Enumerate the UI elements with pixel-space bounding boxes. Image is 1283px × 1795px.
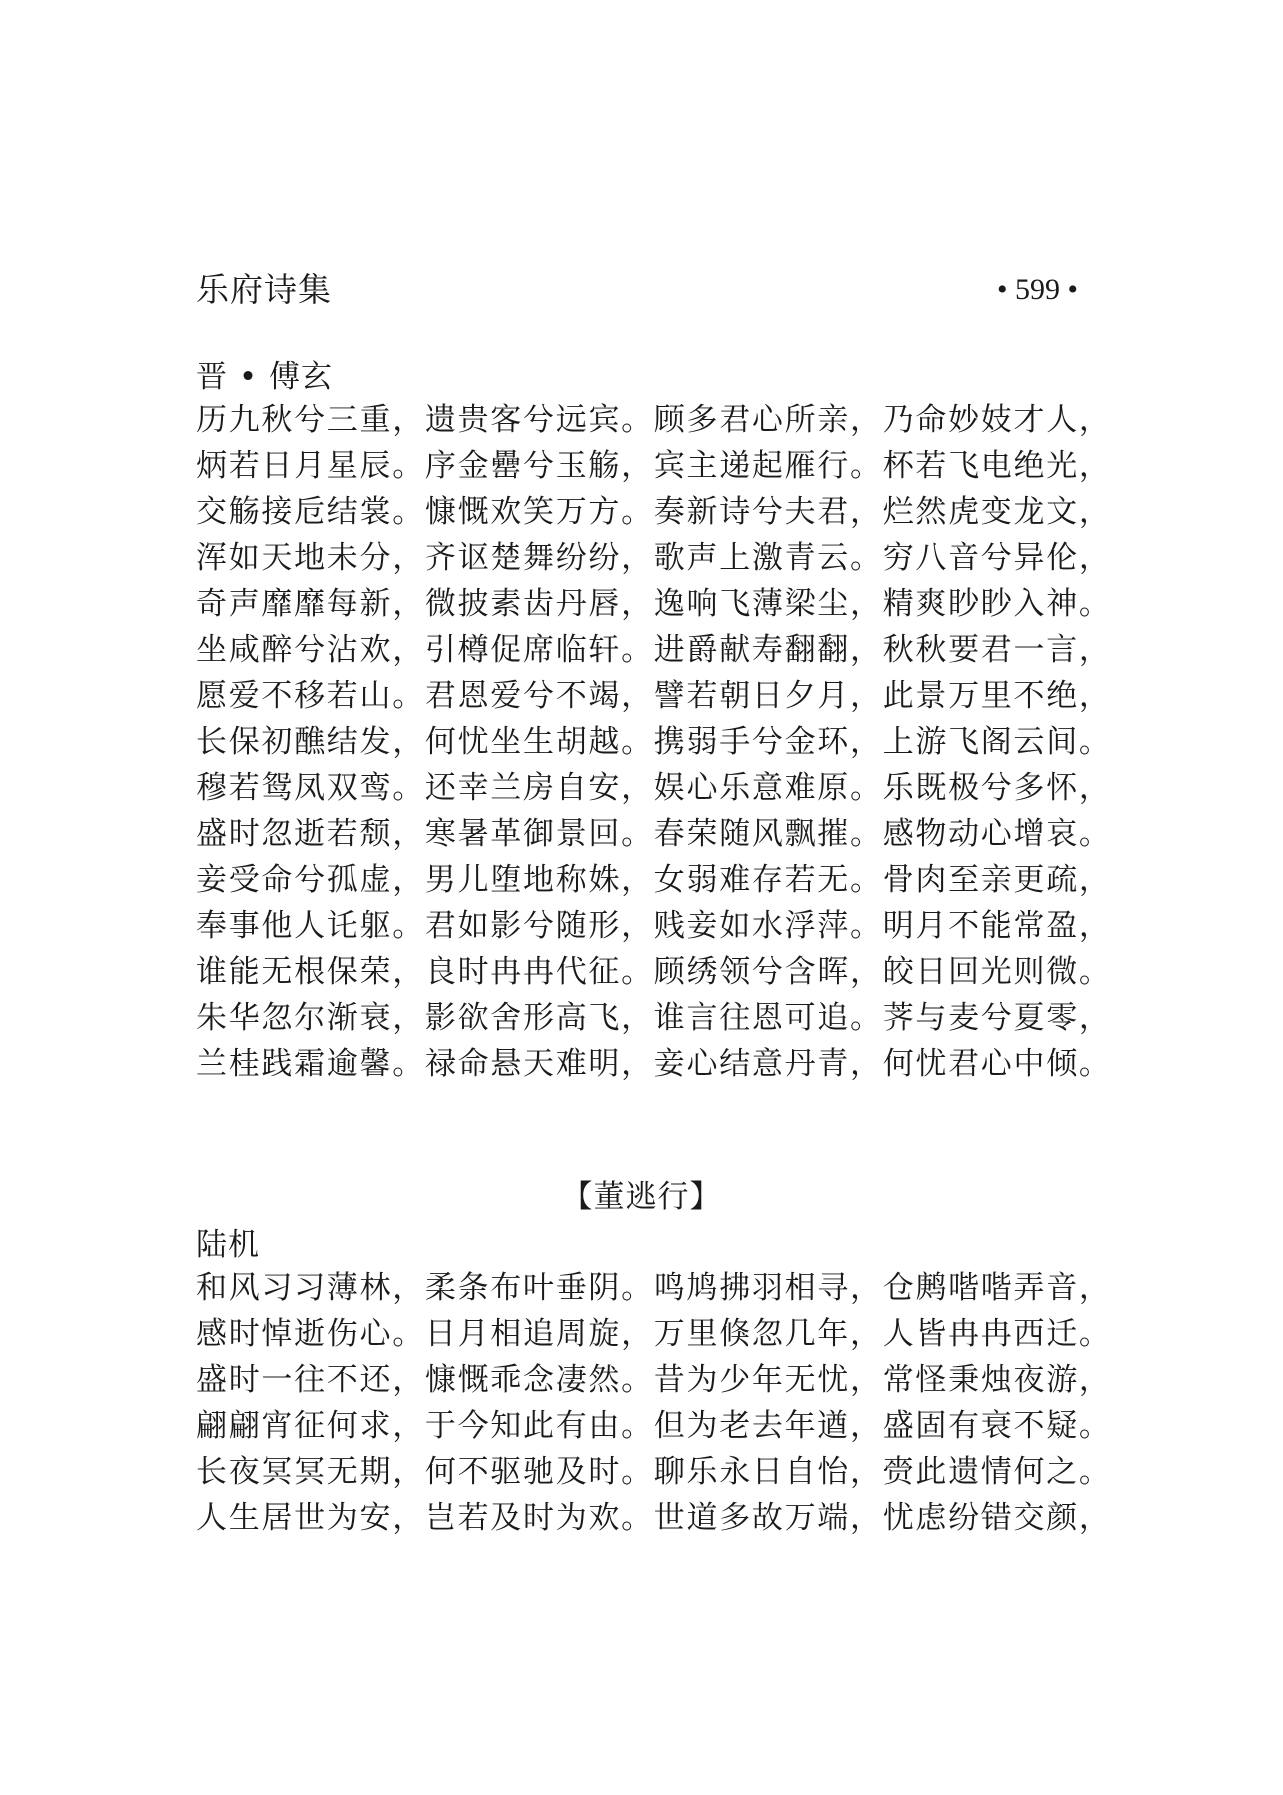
poem-line: 人生居世为安，岂若及时为欢。世道多故万端，忧虑纷错交颜， bbox=[196, 1500, 1112, 1536]
section-title: 【董逃行】 bbox=[561, 1179, 722, 1215]
poem-line: 愿爱不移若山。君恩爱兮不竭，譬若朝日夕月，此景万里不绝， bbox=[196, 678, 1112, 714]
poem-line: 长保初醮结发，何忧坐生胡越。携弱手兮金环，上游飞阁云间。 bbox=[196, 724, 1112, 760]
poem-line: 历九秋兮三重，遗贵客兮远宾。顾多君心所亲，乃命妙妓才人， bbox=[196, 402, 1112, 438]
poem-line: 交觞接卮结裳。慷慨欢笑万方。奏新诗兮夫君，烂然虎变龙文， bbox=[196, 494, 1112, 530]
poem-line: 妾受命兮孤虚，男儿堕地称姝，女弱难存若无。骨肉至亲更疏， bbox=[196, 862, 1112, 898]
poem-body bbox=[196, 397, 1112, 1087]
poem-line: 兰桂践霜逾馨。禄命悬天难明，妾心结意丹青，何忧君心中倾。 bbox=[196, 1046, 1112, 1082]
poem-line: 翩翩宵征何求，于今知此有由。但为老去年遒，盛固有衰不疑。 bbox=[196, 1408, 1112, 1444]
poem-line: 坐咸醉兮沾欢，引樽促席临轩。进爵献寿翻翻，秋秋要君一言， bbox=[196, 632, 1112, 668]
poem-line: 长夜冥冥无期，何不驱驰及时。聊乐永日自怡，赍此遗情何之。 bbox=[196, 1454, 1112, 1490]
poem-line: 浑如天地未分，齐讴楚舞纷纷，歌声上激青云。穷八音兮异伦， bbox=[196, 540, 1112, 576]
poem-line: 炳若日月星辰。序金罍兮玉觞，宾主递起雁行。杯若飞电绝光， bbox=[196, 448, 1112, 484]
poem-line: 奉事他人讬躯。君如影兮随形，贱妾如水浮萍。明月不能常盈， bbox=[196, 908, 1112, 944]
page-number: • 599 • bbox=[996, 273, 1078, 306]
poem-line: 穆若鸳凤双鸾。还幸兰房自安，娱心乐意难原。乐既极兮多怀， bbox=[196, 770, 1112, 806]
book-title: 乐府诗集 bbox=[196, 270, 332, 309]
page-header bbox=[196, 268, 1078, 312]
poem-line: 朱华忽尔渐衰，影欲舍形高飞，谁言往恩可追。荠与麦兮夏零， bbox=[196, 1000, 1112, 1036]
poem-author: 陆机 bbox=[196, 1227, 260, 1263]
poem-line: 和风习习薄林，柔条布叶垂阴。鸣鸠拂羽相寻，仓鹒喈喈弄音， bbox=[196, 1270, 1112, 1306]
poem-line: 奇声靡靡每新，微披素齿丹唇，逸响飞薄梁尘，精爽眇眇入神。 bbox=[196, 586, 1112, 622]
poem-line: 感时悼逝伤心。日月相追周旋，万里倏忽几年，人皆冉冉西迁。 bbox=[196, 1316, 1112, 1352]
poem-body bbox=[196, 1265, 1112, 1541]
poem-line: 谁能无根保荣，良时冉冉代征。顾绣领兮含晖，皎日回光则微。 bbox=[196, 954, 1112, 990]
poem-line: 盛时忽逝若颓，寒暑革御景回。春荣随风飘摧。感物动心增哀。 bbox=[196, 816, 1112, 852]
poem-author: 晋 • 傅玄 bbox=[196, 359, 333, 395]
poem-line: 盛时一往不还，慷慨乖念凄然。昔为少年无忧，常怪秉烛夜游， bbox=[196, 1362, 1112, 1398]
